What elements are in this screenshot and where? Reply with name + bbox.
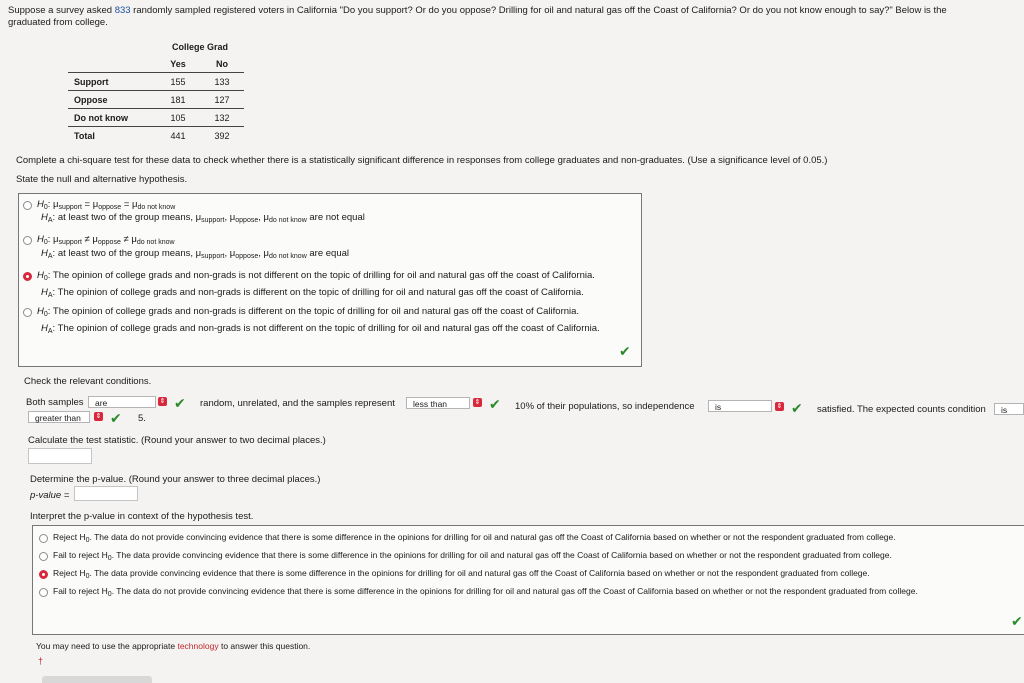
hypothesis-option-1-ha: $H_A$: at least two of the group means, $\mu_{support}$, $\mu_{oppose}$, $\mu_{do not know}$ are not equal [41,212,365,224]
population-fraction-dropdown[interactable]: less than [406,397,470,409]
dagger-marker: † [38,656,44,666]
correct-check-icon: ✔ [489,396,501,412]
hypothesis-option-2-h0: $H_0$: $\mu_{support} \ne \mu_{oppose} \ne \mu_{do not know}$ [37,234,175,246]
p-value-label: p-value = [30,490,70,501]
table-row: Support 155 133 [68,73,244,91]
technology-link[interactable]: technology [177,641,219,651]
interpret-option-2-text: Fail to reject $H_0$. The data provide convincing evidence that there is some difference in the opinions for drilling for oil and natural gas off the Coast of California based on whether or not the respondent graduated from college. [53,550,892,562]
hypothesis-option-2-radio[interactable] [23,236,32,245]
test-statistic-input[interactable] [28,448,92,464]
interpret-option-4-radio[interactable] [39,588,48,597]
col-no: No [200,55,244,73]
dropdown-toggle-icon[interactable]: ⇕ [159,398,166,405]
interpret-heading: Interpret the p-value in context of the hypothesis test. [30,511,254,522]
dropdown-toggle-icon[interactable]: ⇕ [776,403,783,410]
footer-note: You may need to use the appropriate technology to answer this question. [36,641,311,651]
independence-dropdown[interactable]: is [708,400,772,412]
interpret-option-2-radio[interactable] [39,552,48,561]
interpret-options-box [32,525,1024,635]
table-title: College Grad [171,41,228,52]
interpret-option-1-text: Reject $H_0$. The data do not provide convincing evidence that there is some difference in the opinions for drilling for oil and natural gas off the Coast of California based on whether or not the respondent graduated from college. [53,532,896,544]
table-row: Oppose 181 127 [68,91,244,109]
col-yes: Yes [156,55,200,73]
conditions-heading: Check the relevant conditions. [24,376,152,387]
conditions-text-4: satisfied. The expected counts condition [817,404,986,415]
hypothesis-option-3-radio[interactable] [23,272,32,281]
interpret-option-1-radio[interactable] [39,534,48,543]
hypothesis-option-3-ha: $H_A$: The opinion of college grads and non-grads is different on the topic of drilling for oil and natural gas off the coast of California. [41,287,584,299]
sample-size: 833 [114,5,131,16]
hypothesis-option-3-h0: $H_0$: The opinion of college grads and non-grads is not different on the topic of drilling for oil and natural gas off the coast of California. [37,270,595,282]
conditions-text-1: Both samples [26,397,84,408]
p-value-input[interactable] [74,486,138,501]
state-hypothesis-prompt: State the null and alternative hypothesis. [16,174,188,185]
expected-counts-comparison-dropdown[interactable]: greater than [28,411,90,423]
conditions-text-2: random, unrelated, and the samples represent [200,398,395,409]
hypothesis-options-box [18,193,642,367]
instructions-text: Complete a chi-square test for these data to check whether there is a statistically significant difference in responses from college graduates and non-graduates. (Use a significance level of 0.05.) [16,155,828,166]
contingency-table [68,38,244,144]
hypothesis-option-4-ha: $H_A$: The opinion of college grads and non-grads is not different on the topic of drilling for oil and natural gas off the coast of California. [41,323,600,335]
correct-check-icon: ✔ [174,395,186,411]
correct-check-icon: ✔ [791,400,803,416]
interpret-option-3-radio[interactable] [39,570,48,579]
interpret-option-4-text: Fail to reject $H_0$. The data do not provide convincing evidence that there is some difference in the opinions for drilling for oil and natural gas off the Coast of California based on whether or not the respondent graduated from college. [53,586,918,598]
conditions-text-5: 5. [138,413,146,424]
hypothesis-option-4-h0: $H_0$: The opinion of college grads and non-grads is different on the topic of drilling for oil and natural gas off the coast of California. [37,306,580,318]
hypothesis-option-1-radio[interactable] [23,201,32,210]
correct-check-icon: ✔ [110,410,122,426]
hypothesis-option-4-radio[interactable] [23,308,32,317]
dropdown-toggle-icon[interactable]: ⇕ [474,399,481,406]
dropdown-toggle-icon[interactable]: ⇕ [95,413,102,420]
hypothesis-option-1-h0: $H_0$: $\mu_{support} = \mu_{oppose} = \mu_{do not know}$ [37,199,176,211]
table-row: Total 441 392 [68,127,244,145]
test-statistic-prompt: Calculate the test statistic. (Round your answer to two decimal places.) [28,435,326,446]
interpret-option-3-text: Reject $H_0$. The data provide convincing evidence that there is some difference in the opinions for drilling for oil and natural gas off the Coast of California based on whether or not the respondent graduated from college. [53,568,870,580]
correct-check-icon: ✔ [1011,613,1023,629]
samples-dropdown[interactable]: are [88,396,156,408]
p-value-prompt: Determine the p-value. (Round your answer to three decimal places.) [30,474,321,485]
additional-materials-tab[interactable] [42,676,152,683]
expected-counts-dropdown[interactable]: is [994,403,1024,415]
correct-check-icon: ✔ [619,343,631,359]
table-row: Do not know 105 132 [68,109,244,127]
conditions-text-3: 10% of their populations, so independence [515,401,695,412]
intro-text: Suppose a survey asked 833 randomly sampled registered voters in California "Do you support? Or do you oppose? Drilling for oil and natural gas off the Coast of California? Or do you not know enough to say?" Below is the graduated from college. [8,5,947,28]
hypothesis-option-2-ha: $H_A$: at least two of the group means, $\mu_{support}$, $\mu_{oppose}$, $\mu_{do not know}$ are equal [41,248,350,260]
